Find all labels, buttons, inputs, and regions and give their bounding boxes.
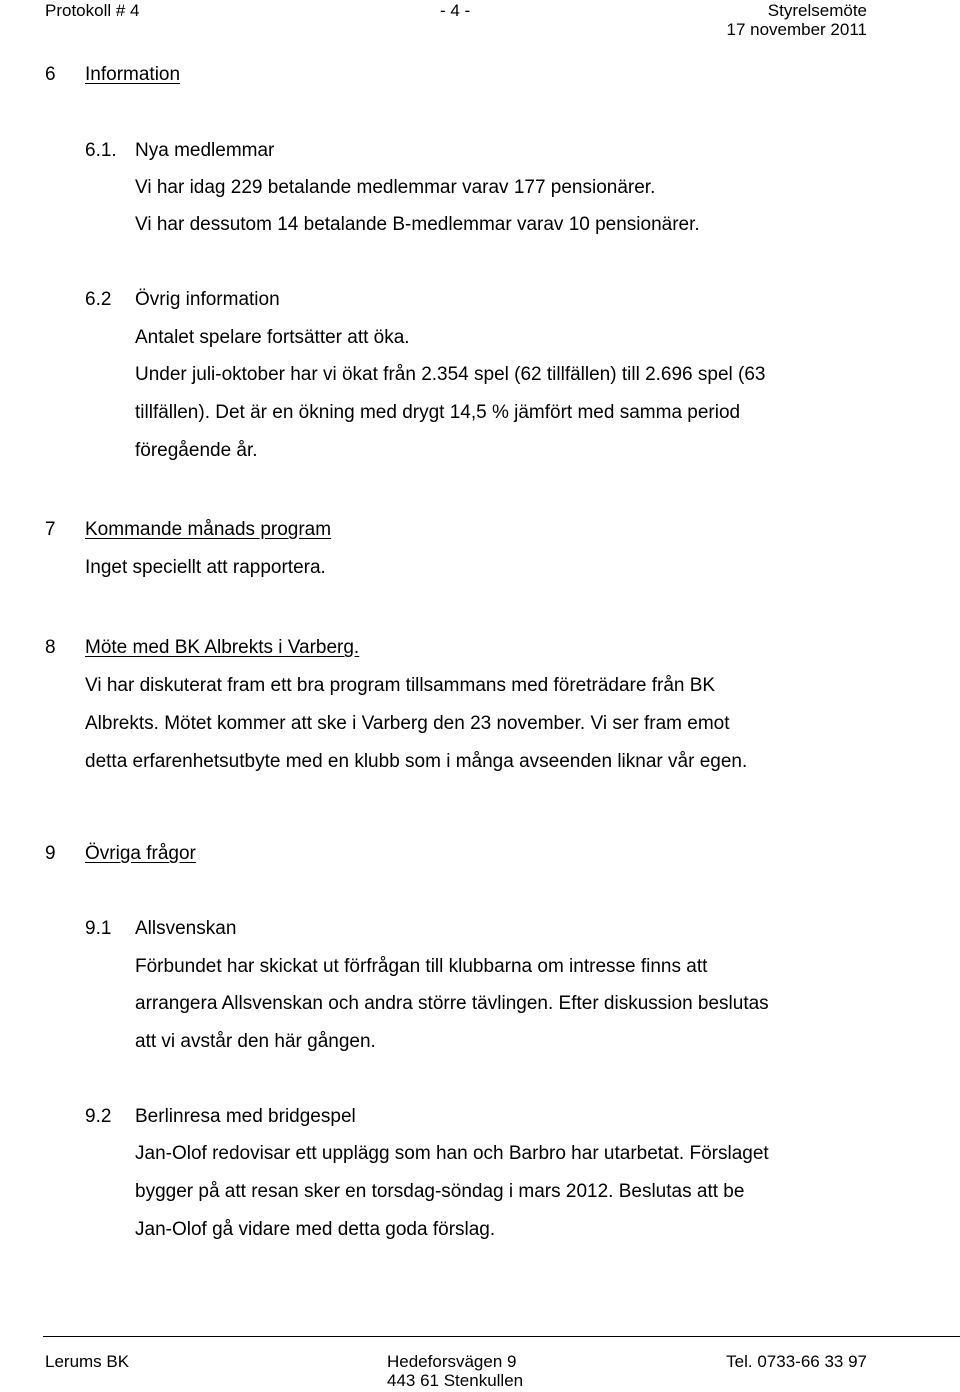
- section-9-number: 9: [45, 843, 56, 864]
- header-meeting-type: Styrelsemöte: [767, 1, 867, 20]
- footer-address-street: Hedeforsvägen 9: [387, 1352, 517, 1371]
- section-8-line: Vi har diskuterat fram ett bra program tillsammans med företrädare från BK: [85, 675, 716, 696]
- section-9-1-line: Förbundet har skickat ut förfrågan till klubbarna om intresse finns att: [135, 956, 708, 977]
- header-left: Protokoll # 4: [45, 1, 140, 20]
- section-7-number: 7: [45, 519, 56, 540]
- section-7-title: Kommande månads program: [85, 519, 332, 540]
- footer-club-name: Lerums BK: [45, 1352, 130, 1371]
- section-6-1-title: Nya medlemmar: [135, 140, 275, 161]
- section-9-1-number: 9.1: [85, 918, 112, 939]
- section-9-1-line: arrangera Allsvenskan och andra större tävlingen. Efter diskussion beslutas: [135, 993, 769, 1014]
- section-8-number: 8: [45, 637, 56, 658]
- section-6-1-number: 6.1.: [85, 140, 117, 161]
- page-number: - 4 -: [440, 1, 471, 20]
- section-6-2-line: Antalet spelare fortsätter att öka.: [135, 327, 410, 348]
- section-6-1-line: Vi har dessutom 14 betalande B-medlemmar varav 10 pensionärer.: [135, 214, 700, 235]
- section-9-1-line: att vi avstår den här gången.: [135, 1031, 376, 1052]
- section-9-2-line: bygger på att resan sker en torsdag-söndag i mars 2012. Beslutas att be: [135, 1181, 745, 1202]
- footer-divider: [43, 1336, 960, 1337]
- section-7-line: Inget speciellt att rapportera.: [85, 557, 326, 578]
- section-9-2-number: 9.2: [85, 1106, 112, 1127]
- section-6-number: 6: [45, 64, 56, 85]
- section-8-line: Albrekts. Mötet kommer att ske i Varberg den 23 november. Vi ser fram emot: [85, 713, 730, 734]
- section-6-1-line: Vi har idag 229 betalande medlemmar varav 177 pensionärer.: [135, 177, 656, 198]
- section-9-2-line: Jan-Olof redovisar ett upplägg som han och Barbro har utarbetat. Förslaget: [135, 1143, 769, 1164]
- section-6-2-line: föregående år.: [135, 440, 258, 461]
- header-date: 17 november 2011: [726, 20, 867, 39]
- section-6-2-line: tillfällen). Det är en ökning med drygt 14,5 % jämfört med samma period: [135, 402, 741, 423]
- section-9-2-line: Jan-Olof gå vidare med detta goda förslag.: [135, 1219, 496, 1240]
- section-9-1-title: Allsvenskan: [135, 918, 237, 939]
- section-8-line: detta erfarenhetsutbyte med en klubb som i många avseenden liknar vår egen.: [85, 751, 748, 772]
- footer-phone: Tel. 0733-66 33 97: [726, 1352, 867, 1371]
- section-6-2-line: Under juli-oktober har vi ökat från 2.354 spel (62 tillfällen) till 2.696 spel (63: [135, 364, 766, 385]
- section-8-title: Möte med BK Albrekts i Varberg.: [85, 637, 360, 658]
- section-9-title: Övriga frågor: [85, 843, 196, 864]
- section-9-2-title: Berlinresa med bridgespel: [135, 1106, 356, 1127]
- section-6-2-number: 6.2: [85, 289, 112, 310]
- section-6-2-title: Övrig information: [135, 289, 280, 310]
- footer-address-postal: 443 61 Stenkullen: [387, 1371, 524, 1390]
- section-6-title: Information: [85, 64, 181, 85]
